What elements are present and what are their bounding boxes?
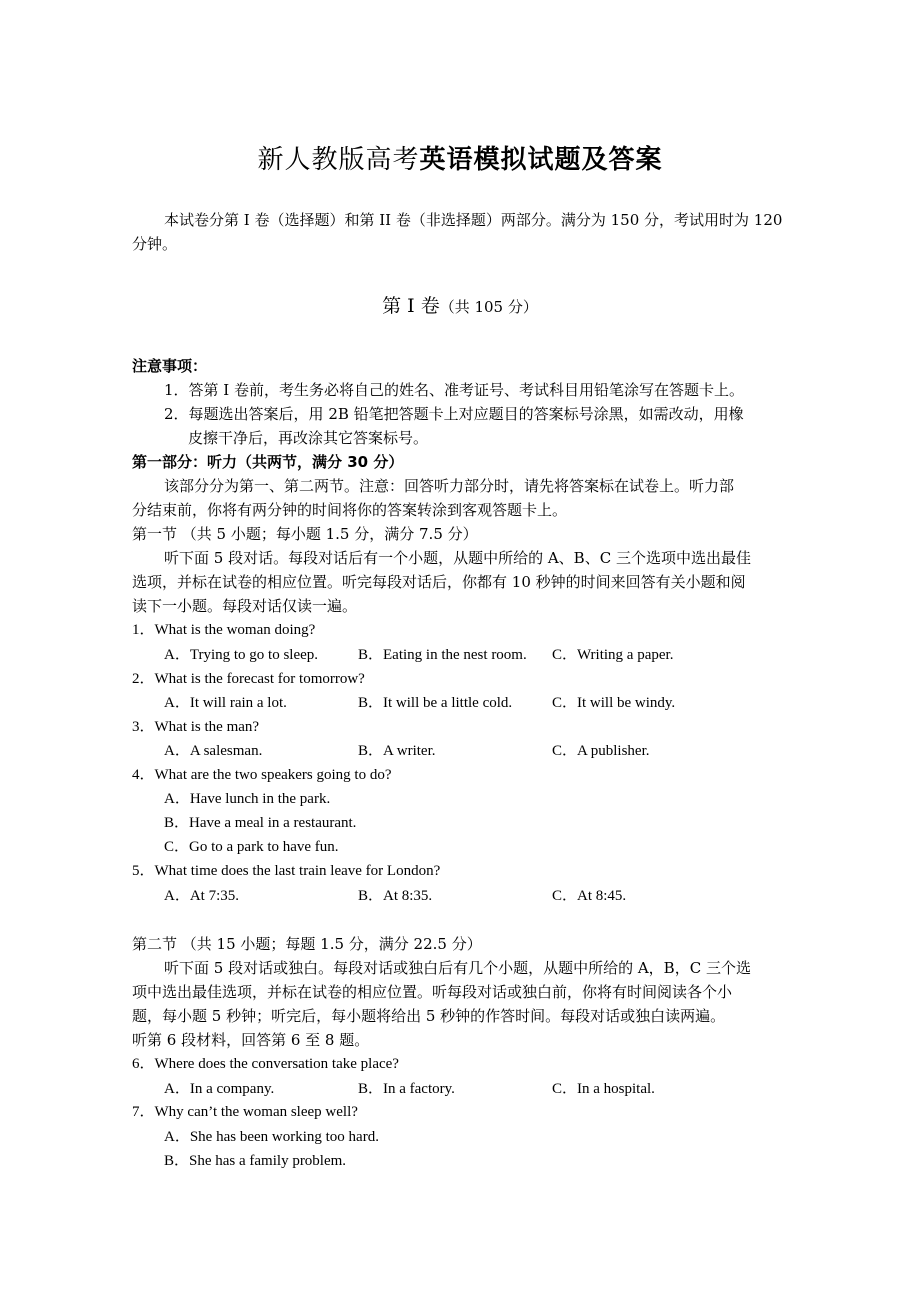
section2-desc-3: 题，每小题 5 秒钟；听完后，每小题将给出 5 秒钟的作答时间。每段对话或独白读两遍。	[132, 1007, 726, 1025]
section2-desc-2: 项中选出最佳选项，并标在试卷的相应位置。听每段对话或独白前，你将有时间阅读各个小	[132, 983, 733, 1001]
question-2-option-b: B．It will be a little cold.	[358, 695, 513, 711]
title-bold: 英语模拟试题及答案	[419, 145, 663, 175]
question-3-option-a: A．A salesman.	[164, 743, 263, 759]
question-3: 3．What is the man?	[132, 719, 260, 735]
question-3-option-b: B．A writer.	[358, 743, 436, 759]
notes-item-1: 1．答第 I 卷前，考生务必将自己的姓名、准考证号、考试科目用铅笔涂写在答题卡上。	[164, 381, 745, 399]
part1-heading: 第一部分：听力（共两节，满分 30 分）	[132, 453, 404, 471]
question-7: 7．Why can’t the woman sleep well?	[132, 1104, 358, 1120]
question-6: 6．Where does the conversation take place?	[132, 1056, 399, 1072]
question-1-option-a: A．Trying to go to sleep.	[164, 647, 319, 663]
intro-line-2: 分钟。	[132, 235, 178, 253]
section1-desc-3: 读下一小题。每段对话仅读一遍。	[132, 597, 358, 615]
question-5-option-c: C．At 8:45.	[552, 888, 627, 904]
part1-desc-1: 该部分分为第一、第二两节。注意：回答听力部分时，请先将答案标在试卷上。听力部	[164, 477, 735, 495]
title-plain: 新人教版高考	[257, 145, 420, 175]
question-2-option-a: A．It will rain a lot.	[164, 695, 287, 711]
notes-item-2b: 皮擦干净后，再改涂其它答案标号。	[188, 429, 429, 447]
notes-heading: 注意事项：	[132, 357, 208, 375]
question-6-option-c: C．In a hospital.	[552, 1081, 655, 1097]
question-1: 1．What is the woman doing?	[132, 622, 316, 638]
question-4-option-c: C．Go to a park to have fun.	[164, 839, 339, 855]
question-5-option-b: B．At 8:35.	[358, 888, 433, 904]
question-5-option-a: A．At 7:35.	[164, 888, 240, 904]
volume-sub: （共 105 分）	[439, 298, 538, 316]
section1-desc-1: 听下面 5 段对话。每段对话后有一个小题，从题中所给的 A、B、C 三个选项中选出最佳	[164, 549, 751, 567]
section2-desc-1: 听下面 5 段对话或独白。每段对话或独白后有几个小题，从题中所给的 A，B，C 三个选	[164, 959, 751, 977]
section2-heading: 第二节 （共 15 小题；每题 1.5 分，满分 22.5 分）	[132, 935, 482, 953]
question-1-option-b: B．Eating in the nest room.	[358, 647, 527, 663]
section1-desc-2: 选项，并标在试卷的相应位置。听完每段对话后，你都有 10 秒钟的时间来回答有关小题和阅	[132, 573, 746, 591]
notes-item-2a: 2．每题选出答案后，用 2B 铅笔把答题卡上对应题目的答案标号涂黑，如需改动，用橡	[164, 405, 744, 423]
question-2-option-c: C．It will be windy.	[552, 695, 676, 711]
question-7-option-a: A．She has been working too hard.	[164, 1129, 379, 1145]
section1-heading: 第一节 （共 5 小题；每小题 1.5 分，满分 7.5 分）	[132, 525, 478, 543]
page-title	[0, 142, 920, 178]
question-6-option-b: B．In a factory.	[358, 1081, 455, 1097]
intro-line-1: 本试卷分第 I 卷（选择题）和第 II 卷（非选择题）两部分。满分为 150 分，考试用时为 120	[164, 211, 783, 229]
section2-material: 听第 6 段材料，回答第 6 至 8 题。	[132, 1031, 370, 1049]
volume-main: 第 I 卷	[382, 295, 440, 317]
question-3-option-c: C．A publisher.	[552, 743, 650, 759]
question-4-option-a: A．Have lunch in the park.	[164, 791, 331, 807]
part1-desc-2: 分结束前，你将有两分钟的时间将你的答案转涂到客观答题卡上。	[132, 501, 568, 519]
question-5: 5．What time does the last train leave for London?	[132, 863, 441, 879]
volume-heading	[0, 292, 920, 321]
question-7-option-b: B．She has a family problem.	[164, 1153, 347, 1169]
question-4-option-b: B．Have a meal in a restaurant.	[164, 815, 357, 831]
question-6-option-a: A．In a company.	[164, 1081, 275, 1097]
question-2: 2．What is the forecast for tomorrow?	[132, 671, 365, 687]
question-1-option-c: C．Writing a paper.	[552, 647, 674, 663]
question-4: 4．What are the two speakers going to do?	[132, 767, 392, 783]
